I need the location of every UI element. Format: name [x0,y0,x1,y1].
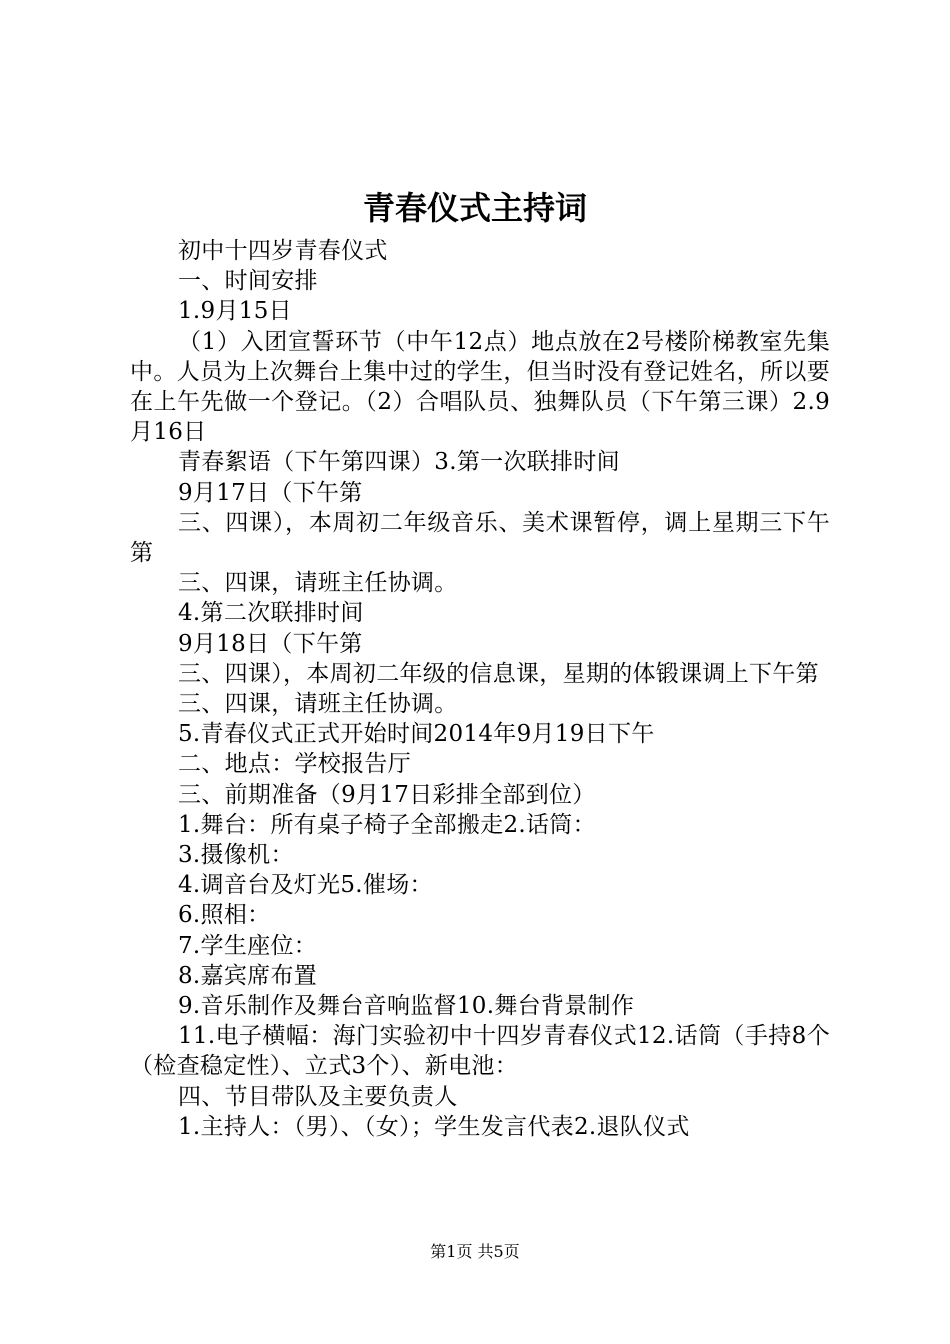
paragraph: 三、四课），本周初二年级的信息课，星期的体锻课调上下午第 [178,660,819,687]
list-item: 3.摄像机： [178,842,294,869]
section-heading: 一、时间安排 [178,268,318,295]
list-item: 1.舞台：所有桌子椅子全部搬走2.话筒： [178,811,596,838]
document-body [130,236,830,1142]
paragraph: 三、四课），本周初二年级音乐、美术课暂停，调上星期三下午第 [130,509,830,567]
paragraph: 三、四课，请班主任协调。 [178,570,458,597]
page-number-footer: 第1页 共5页 [430,1242,520,1261]
paragraph: 青春絮语（下午第四课）3.第一次联排时间 [178,449,620,476]
paragraph: 初中十四岁青春仪式 [178,238,388,264]
list-item: 6.照相： [178,902,271,929]
list-item: 4.调音台及灯光5.催场： [178,872,433,899]
list-item: 1.主持人：（男）、（女）；学生发言代表2.退队仪式 [178,1113,690,1140]
paragraph: （1）入团宣誓环节（中午12点）地点放在2号楼阶梯教室先集中。人员为上次舞台上集中过的学生，但当时没有登记姓名，所以要在上午先做一个登记。（2）合唱队员、独舞队员（下午第三课）2.9月16日 [130,328,830,446]
paragraph: 三、四课，请班主任协调。 [178,691,458,718]
list-item: 8.嘉宾席布置 [178,962,318,989]
list-item: 11.电子横幅：海门实验初中十四岁青春仪式12.话筒（手持8个（检查稳定性）、立式3个）、新电池： [130,1023,830,1080]
list-item: 7.学生座位： [178,932,318,959]
section-heading: 四、节目带队及主要负责人 [178,1083,458,1110]
paragraph: 9月17日（下午第 [178,479,363,506]
section-heading: 三、前期准备（9月17日彩排全部到位） [178,781,596,808]
paragraph: 9月18日（下午第 [178,630,363,657]
document-title: 青春仪式主持词 [362,189,587,227]
paragraph: 4.第二次联排时间 [178,600,364,627]
paragraph: 1.9月15日 [178,298,292,325]
paragraph: 5.青春仪式正式开始时间2014年9月19日下午 [178,721,655,748]
list-item: 9.音乐制作及舞台音响监督10.舞台背景制作 [178,993,635,1020]
section-heading: 二、地点：学校报告厅 [178,751,411,778]
